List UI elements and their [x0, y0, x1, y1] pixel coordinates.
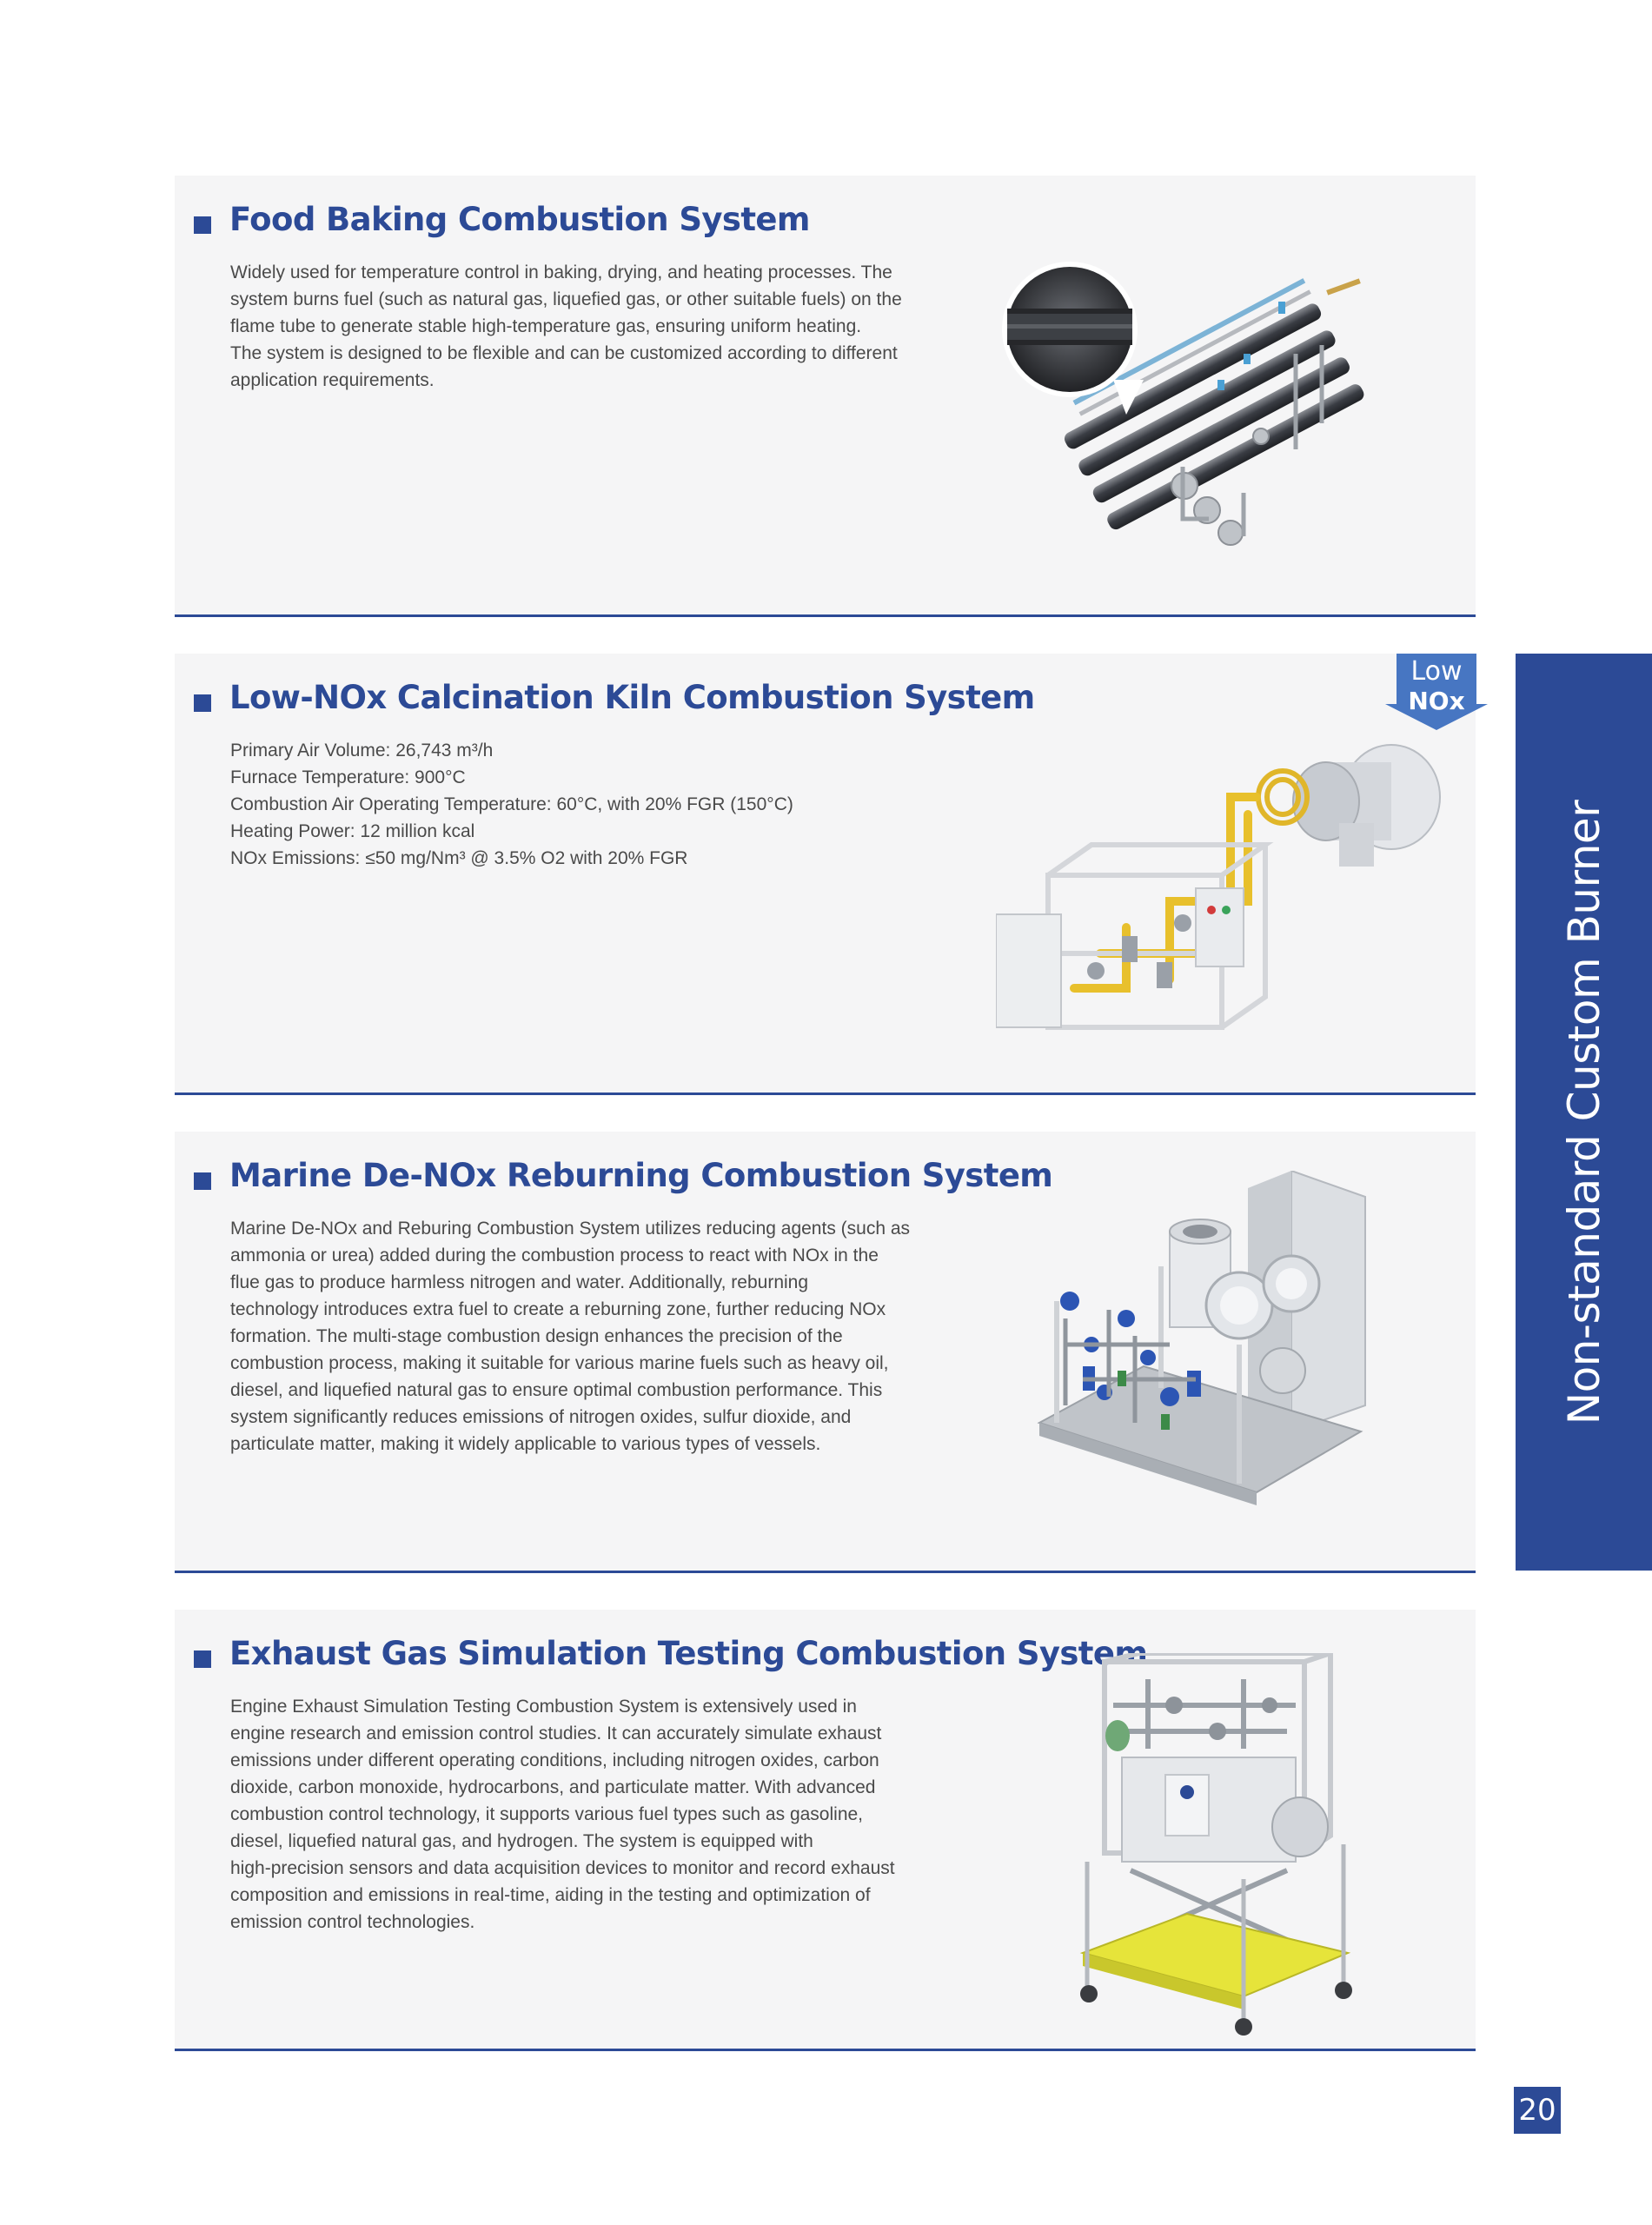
description-line: particulate matter, making it widely applicable to various types of vessels. — [230, 1434, 821, 1454]
description-line: diesel, liquefied natural gas, and hydrogen. The system is equipped with — [230, 1831, 813, 1851]
calcination-kiln-skid-image — [996, 701, 1448, 1071]
section-bullet — [194, 216, 211, 234]
section-exhaust-simulation — [175, 1610, 1476, 2051]
description-line: dioxide, carbon monoxide, hydrocarbons, and particulate matter. With advanced — [230, 1777, 876, 1797]
section-food-baking — [175, 176, 1476, 617]
description-line: technology introduces extra fuel to create a reburning zone, further reducing NOx — [230, 1299, 886, 1319]
section-title: Marine De-NOx Reburning Combustion System — [229, 1157, 1053, 1194]
section-bullet — [194, 694, 211, 712]
section-title: Low-NOx Calcination Kiln Combustion System — [229, 679, 1035, 716]
description-line: emissions under different operating conditions, including nitrogen oxides, carbon — [230, 1750, 879, 1770]
section-low-nox-kiln — [175, 654, 1476, 1095]
section-bullet — [194, 1172, 211, 1190]
description-line: application requirements. — [230, 370, 435, 390]
section-description — [230, 1215, 960, 1458]
description-line: flue gas to produce harmless nitrogen and water. Additionally, reburning — [230, 1272, 809, 1292]
spec-heating-power: Heating Power: 12 million kcal — [230, 821, 475, 841]
description-line: flame tube to generate stable high-temperature gas, ensuring uniform heating. — [230, 316, 862, 336]
description-line: combustion control technology, it supports various fuel types such as gasoline, — [230, 1804, 864, 1824]
section-specs — [230, 737, 960, 872]
section-description — [230, 259, 960, 394]
spec-combustion-air-temperature: Combustion Air Operating Temperature: 60°C, with 20% FGR (150°C) — [230, 794, 793, 814]
section-title: Food Baking Combustion System — [229, 201, 810, 238]
description-line: ammonia or urea) added during the combustion process to react with NOx in the — [230, 1245, 879, 1265]
description-line: Engine Exhaust Simulation Testing Combustion System is extensively used in — [230, 1697, 857, 1717]
description-line: system significantly reduces emissions of nitrogen oxides, sulfur dioxide, and — [230, 1407, 852, 1427]
section-bullet — [194, 1650, 211, 1668]
description-line: Widely used for temperature control in baking, drying, and heating processes. The — [230, 262, 892, 282]
section-description — [230, 1693, 960, 1936]
spec-primary-air-volume: Primary Air Volume: 26,743 m³/h — [230, 741, 494, 760]
description-line: diesel, and liquefied natural gas to ensure optimal combustion performance. This — [230, 1380, 883, 1400]
food-baking-burner-image — [983, 249, 1365, 562]
spec-furnace-temperature: Furnace Temperature: 900°C — [230, 767, 466, 787]
spec-nox-emissions: NOx Emissions: ≤50 mg/Nm³ @ 3.5% O2 with 20% FGR — [230, 848, 688, 868]
description-line: formation. The multi-stage combustion design enhances the precision of the — [230, 1326, 843, 1346]
description-line: The system is designed to be flexible and can be customized according to different — [230, 343, 898, 363]
category-side-tab-label: Non-standard Custom Burner — [1558, 800, 1609, 1425]
description-line: engine research and emission control studies. It can accurately simulate exhaust — [230, 1724, 882, 1743]
description-line: system burns fuel (such as natural gas, liquefied gas, or other suitable fuels) on the — [230, 289, 902, 309]
description-line: composition and emissions in real-time, aiding in the testing and optimization of — [230, 1885, 871, 1905]
exhaust-simulation-cart-image — [1070, 1653, 1357, 2036]
description-line: emission control technologies. — [230, 1912, 475, 1932]
badge-nox-label: NOx — [1408, 687, 1465, 715]
description-line: high-precision sensors and data acquisition devices to monitor and record exhaust — [230, 1858, 895, 1878]
description-line: combustion process, making it suitable for various marine fuels such as heavy oil, — [230, 1353, 889, 1373]
description-line: Marine De-NOx and Reburing Combustion System utilizes reducing agents (such as — [230, 1219, 911, 1239]
marine-denox-skid-image — [1031, 1171, 1387, 1518]
section-title: Exhaust Gas Simulation Testing Combustion System — [229, 1635, 1148, 1672]
badge-low-label: Low — [1410, 656, 1463, 687]
section-marine-denox — [175, 1132, 1476, 1573]
category-side-tab — [1516, 654, 1652, 1571]
page-number: 20 — [1514, 2087, 1561, 2134]
